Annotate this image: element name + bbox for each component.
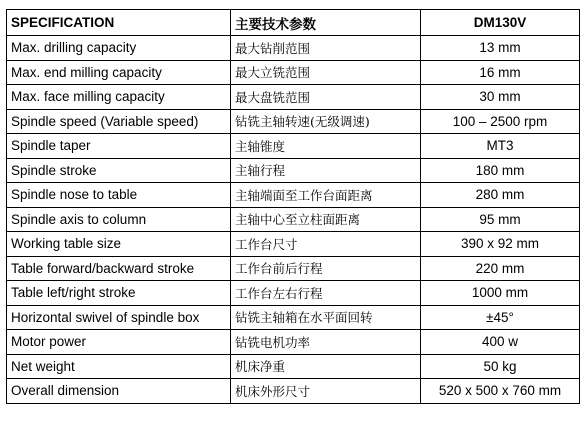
table-row xyxy=(7,109,580,134)
spec-name-cn: 工作台尺寸 xyxy=(231,232,421,257)
spec-name-en: Spindle speed (Variable speed) xyxy=(7,109,231,134)
table-row xyxy=(7,207,580,232)
spec-name-cn: 工作台前后行程 xyxy=(231,256,421,281)
spec-name-en: Motor power xyxy=(7,330,231,355)
specification-table xyxy=(6,9,580,404)
table-body xyxy=(7,36,580,404)
spec-name-cn: 主轴行程 xyxy=(231,158,421,183)
header-model: DM130V xyxy=(421,10,580,36)
spec-value: MT3 xyxy=(421,134,580,159)
spec-name-cn: 钻铣主轴转速(无级调速) xyxy=(231,109,421,134)
table-row xyxy=(7,60,580,85)
spec-value: 220 mm xyxy=(421,256,580,281)
table-row xyxy=(7,85,580,110)
spec-name-cn: 钻铣电机功率 xyxy=(231,330,421,355)
header-specification: SPECIFICATION xyxy=(7,10,231,36)
spec-name-cn: 主轴端面至工作台面距离 xyxy=(231,183,421,208)
spec-name-en: Working table size xyxy=(7,232,231,257)
spec-name-cn: 机床外形尺寸 xyxy=(231,379,421,404)
spec-value: 520 x 500 x 760 mm xyxy=(421,379,580,404)
spec-name-en: Overall dimension xyxy=(7,379,231,404)
table-row xyxy=(7,379,580,404)
spec-name-cn: 主轴中心至立柱面距离 xyxy=(231,207,421,232)
spec-value: 13 mm xyxy=(421,36,580,61)
table-row xyxy=(7,256,580,281)
table-row xyxy=(7,158,580,183)
spec-value: 1000 mm xyxy=(421,281,580,306)
spec-name-en: Net weight xyxy=(7,354,231,379)
spec-name-en: Spindle taper xyxy=(7,134,231,159)
spec-value: 30 mm xyxy=(421,85,580,110)
spec-name-cn: 最大立铣范围 xyxy=(231,60,421,85)
spec-name-en: Max. drilling capacity xyxy=(7,36,231,61)
spec-name-en: Table forward/backward stroke xyxy=(7,256,231,281)
spec-name-en: Max. face milling capacity xyxy=(7,85,231,110)
spec-name-cn: 机床净重 xyxy=(231,354,421,379)
spec-value: 390 x 92 mm xyxy=(421,232,580,257)
spec-name-en: Table left/right stroke xyxy=(7,281,231,306)
table-row xyxy=(7,305,580,330)
table-row xyxy=(7,232,580,257)
header-chinese: 主要技术参数 xyxy=(231,10,421,36)
table-row xyxy=(7,330,580,355)
spec-name-en: Spindle axis to column xyxy=(7,207,231,232)
spec-name-cn: 工作台左右行程 xyxy=(231,281,421,306)
table-row xyxy=(7,281,580,306)
spec-name-en: Spindle stroke xyxy=(7,158,231,183)
spec-value: 400 w xyxy=(421,330,580,355)
spec-value: 180 mm xyxy=(421,158,580,183)
header-row xyxy=(7,10,580,36)
spec-value: 95 mm xyxy=(421,207,580,232)
spec-name-cn: 主轴锥度 xyxy=(231,134,421,159)
spec-name-en: Spindle nose to table xyxy=(7,183,231,208)
spec-value: 100 – 2500 rpm xyxy=(421,109,580,134)
spec-value: 50 kg xyxy=(421,354,580,379)
table-row xyxy=(7,36,580,61)
table-row xyxy=(7,183,580,208)
spec-value: 16 mm xyxy=(421,60,580,85)
spec-name-en: Horizontal swivel of spindle box xyxy=(7,305,231,330)
table-row xyxy=(7,354,580,379)
spec-value: 280 mm xyxy=(421,183,580,208)
spec-name-cn: 最大钻削范围 xyxy=(231,36,421,61)
spec-name-cn: 钻铣主轴箱在水平面回转 xyxy=(231,305,421,330)
spec-name-en: Max. end milling capacity xyxy=(7,60,231,85)
spec-value: ±45° xyxy=(421,305,580,330)
spec-name-cn: 最大盘铣范围 xyxy=(231,85,421,110)
table-row xyxy=(7,134,580,159)
